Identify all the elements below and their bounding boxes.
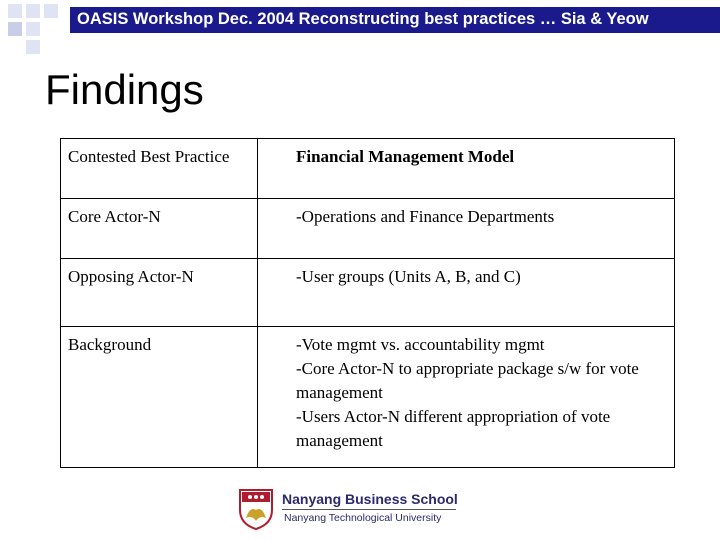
row-label: Core Actor-N	[61, 199, 258, 259]
crest-icon	[238, 488, 274, 530]
row-label: Opposing Actor-N	[61, 259, 258, 327]
school-logo	[238, 488, 468, 532]
table-row	[61, 259, 675, 327]
row-label: Background	[61, 327, 258, 468]
findings-table	[60, 138, 675, 468]
background-line: -Vote mgmt vs. accountability mgmt	[296, 335, 545, 354]
corner-square-3	[44, 4, 58, 18]
logo-school-name: Nanyang Business School	[282, 491, 458, 507]
corner-square-1	[8, 4, 22, 18]
row-label: Contested Best Practice	[61, 139, 258, 199]
table-row	[61, 327, 675, 468]
background-line: -Users Actor-N different appropriation of vote management	[296, 407, 611, 450]
row-value: -Operations and Finance Departments	[258, 199, 675, 259]
corner-square-2	[26, 4, 40, 18]
corner-square-6	[26, 40, 40, 54]
corner-square-5	[26, 22, 40, 36]
row-value: -User groups (Units A, B, and C)	[258, 259, 675, 327]
table-row	[61, 199, 675, 259]
row-value	[258, 327, 675, 468]
corner-square-4	[8, 22, 22, 36]
table-row	[61, 139, 675, 199]
logo-divider	[282, 509, 456, 510]
row-value: Financial Management Model	[258, 139, 675, 199]
background-line: -Core Actor-N to appropriate package s/w for vote management	[296, 359, 639, 402]
slide-title: Findings	[45, 66, 204, 113]
header-text: OASIS Workshop Dec. 2004 Reconstructing best practices … Sia & Yeow	[77, 10, 649, 28]
logo-university-name: Nanyang Technological University	[284, 512, 442, 524]
